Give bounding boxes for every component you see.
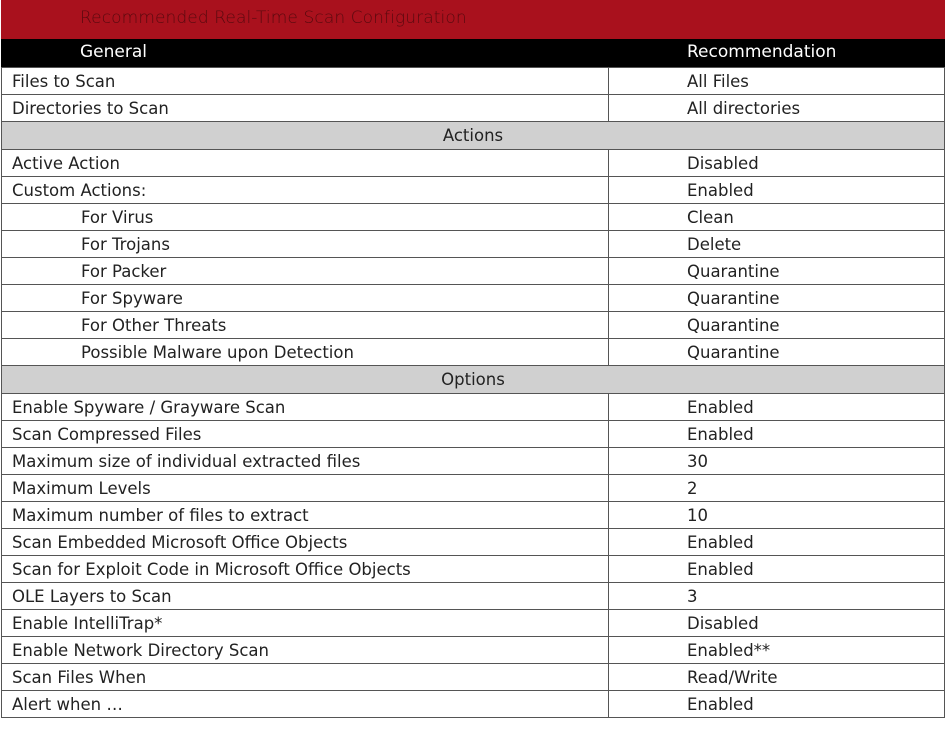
- table-row: [2, 95, 945, 122]
- setting-label: Enable Network Directory Scan: [2, 637, 609, 664]
- setting-label: Active Action: [2, 150, 609, 177]
- table-row: [2, 339, 945, 366]
- setting-label: Maximum size of individual extracted files: [2, 448, 609, 475]
- table-row: [2, 664, 945, 691]
- setting-value: Enabled: [609, 177, 945, 204]
- table-row: [2, 556, 945, 583]
- table-row: [2, 610, 945, 637]
- table-row: [2, 68, 945, 95]
- setting-value: Read/Write: [609, 664, 945, 691]
- setting-value: All Files: [609, 68, 945, 95]
- setting-value: Enabled: [609, 394, 945, 421]
- table-row: [2, 529, 945, 556]
- setting-value: 10: [609, 502, 945, 529]
- setting-label: Enable Spyware / Grayware Scan: [2, 394, 609, 421]
- setting-label: Scan for Exploit Code in Microsoft Office Objects: [2, 556, 609, 583]
- table-row: [2, 421, 945, 448]
- config-table-body: [2, 68, 945, 718]
- table-row: [2, 637, 945, 664]
- setting-value: Enabled**: [609, 637, 945, 664]
- table-row: [2, 177, 945, 204]
- setting-label: Possible Malware upon Detection: [2, 339, 609, 366]
- table-row: [2, 312, 945, 339]
- setting-label: For Trojans: [2, 231, 609, 258]
- document-title: Recommended Real-Time Scan Configuration: [80, 8, 467, 28]
- table-row: [2, 204, 945, 231]
- setting-label: Enable IntelliTrap*: [2, 610, 609, 637]
- title-bar: [1, 0, 945, 39]
- setting-label: Scan Files When: [2, 664, 609, 691]
- table-row: [2, 475, 945, 502]
- header-general: General: [80, 42, 147, 62]
- config-table: [1, 67, 945, 718]
- table-row: [2, 150, 945, 177]
- section-label: Options: [2, 366, 945, 394]
- setting-value: 2: [609, 475, 945, 502]
- setting-value: Clean: [609, 204, 945, 231]
- setting-label: Scan Embedded Microsoft Office Objects: [2, 529, 609, 556]
- setting-value: Disabled: [609, 610, 945, 637]
- setting-value: 3: [609, 583, 945, 610]
- header-recommendation: Recommendation: [687, 42, 837, 62]
- table-row: [2, 258, 945, 285]
- setting-label: For Packer: [2, 258, 609, 285]
- section-label: Actions: [2, 122, 945, 150]
- setting-value: Enabled: [609, 529, 945, 556]
- setting-label: Directories to Scan: [2, 95, 609, 122]
- setting-label: Maximum Levels: [2, 475, 609, 502]
- section-header-row: [2, 122, 945, 150]
- setting-value: Quarantine: [609, 339, 945, 366]
- table-row: [2, 502, 945, 529]
- setting-value: Quarantine: [609, 258, 945, 285]
- setting-label: For Virus: [2, 204, 609, 231]
- table-row: [2, 285, 945, 312]
- setting-value: Delete: [609, 231, 945, 258]
- setting-label: Files to Scan: [2, 68, 609, 95]
- table-header: [1, 39, 945, 67]
- table-row: [2, 231, 945, 258]
- table-row: [2, 583, 945, 610]
- table-row: [2, 394, 945, 421]
- setting-value: All directories: [609, 95, 945, 122]
- setting-label: Alert when …: [2, 691, 609, 718]
- table-row: [2, 691, 945, 718]
- setting-value: Quarantine: [609, 312, 945, 339]
- setting-value: Disabled: [609, 150, 945, 177]
- setting-label: For Other Threats: [2, 312, 609, 339]
- setting-label: Maximum number of files to extract: [2, 502, 609, 529]
- setting-value: Enabled: [609, 691, 945, 718]
- setting-value: Enabled: [609, 556, 945, 583]
- setting-value: 30: [609, 448, 945, 475]
- setting-label: Custom Actions:: [2, 177, 609, 204]
- setting-label: Scan Compressed Files: [2, 421, 609, 448]
- table-row: [2, 448, 945, 475]
- setting-value: Enabled: [609, 421, 945, 448]
- setting-label: OLE Layers to Scan: [2, 583, 609, 610]
- setting-label: For Spyware: [2, 285, 609, 312]
- section-header-row: [2, 366, 945, 394]
- setting-value: Quarantine: [609, 285, 945, 312]
